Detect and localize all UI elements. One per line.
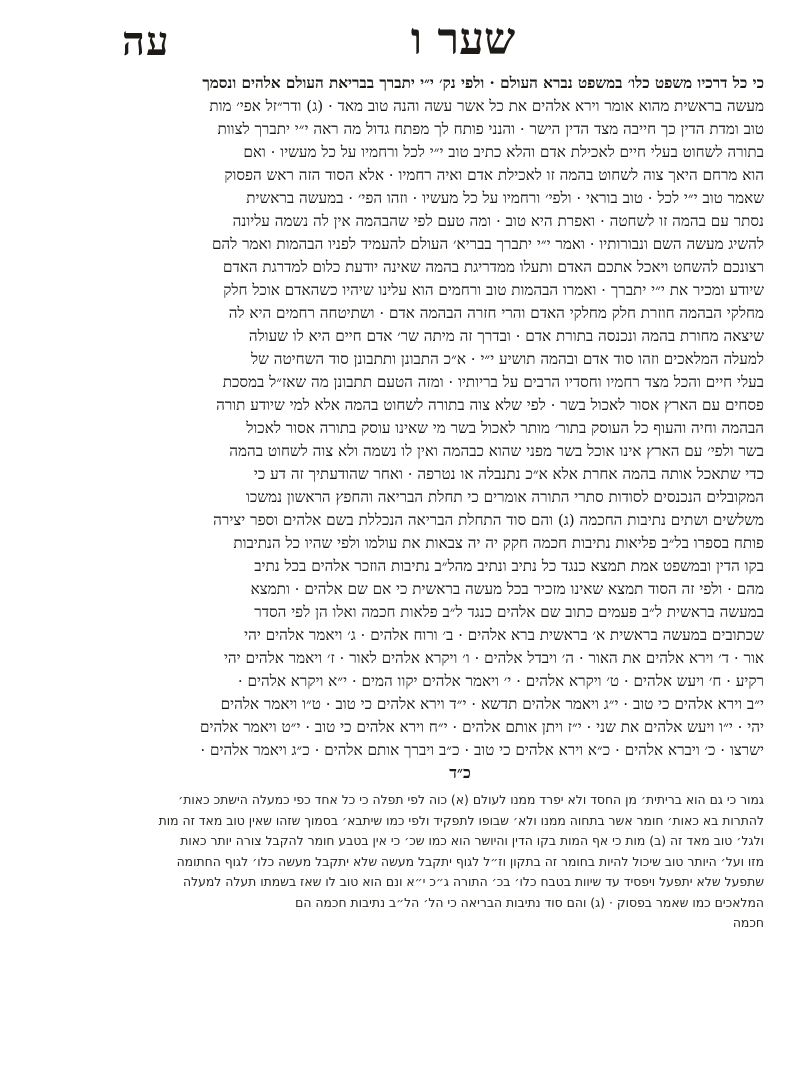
commentary-line: המלאכים כמו שאמר בפסוק · (ג) והם סוד נתיבות הבריאה כי הל׳ הל״ב נתיבות חכמה הם bbox=[295, 894, 764, 910]
main-text-line: להשיג מעשה השם ונבורותיו · ואמר י״י יתברך בבריא׳ העולם להעמיד לפניו הבהמות ואמר להם bbox=[211, 235, 764, 253]
main-text-line: יהי · י״ו ויעש אלהים את שני · י״ז ויתן אותם אלהים · י״ח וירא אלהים כי טוב · י״ט ויאמר אלהים bbox=[199, 718, 764, 736]
main-text-line: פותח בספרו בל״ב פליאות נתיבות חכמה חקק יה יה צבאות את עולמו ולפי שהיו כל הנתיבות bbox=[233, 534, 764, 552]
page-header bbox=[80, 14, 730, 66]
folio-number: עה bbox=[122, 18, 170, 65]
main-text-line: משלשים ושתים נתיבות החכמה (ג) והם סוד התחלת הבריאה הנכללת בשם אלהים וספר יצירה bbox=[213, 511, 764, 529]
main-text-block bbox=[36, 72, 764, 782]
main-text-line: בקו הדין ובמשפט אמת תמצא כנגד כל נתיב ונתיב מהל״ב נתיבות הוזכר אלהים בכל נתיב bbox=[254, 557, 764, 575]
main-text-line: המקובלים הנכנסים לסודות סתרי התורה אומרים כי תחלת הבריאה והחפץ הראשון נמשכו bbox=[246, 488, 764, 506]
main-text-line: מהם · ולפי זה הסוד תמצא שאינו מזכיר בכל מעשה בראשית כי אם שם אלהים · ותמצא bbox=[250, 580, 764, 598]
main-text-line: י״ב וירא אלהים כי טוב · י״ג ויאמר אלהים תדשא · י״ד וירא אלהים כי טוב · ט״ו ויאמר אלהים bbox=[220, 695, 764, 713]
commentary-line: גמור כי גם הוא בריתית׳ מן החסד ולא יפרד ממנו לעולם (א) כוה לפי תפלה כי כל אחד כפי כמעלה הישתכ כאות׳ bbox=[178, 792, 764, 807]
main-text-line: אור · ד׳ וירא אלהים את האור · ה׳ ויבדל אלהים · ו׳ ויקרא אלהים לאור · ז׳ ויאמר אלהים יהי bbox=[223, 649, 764, 667]
main-text-line: נסתר עם בהמה זו לשחטה · ואפרת היא טוב · ומה טעם לפי שהבהמה אין לה נשמה עליונה bbox=[232, 212, 764, 230]
main-text-line: מעשה בראשית מהוא אומר וירא אלהים את כל אשר עשה והנה טוב מאד · (ג) ודר״זל אפי׳ מות bbox=[209, 97, 764, 115]
main-text-line: מחלקי הבהמה חוזרת חלק מחלקי האדם והרי חזרה הבהמה אדם · ושתיטחה רחמים היא לה bbox=[228, 304, 764, 322]
commentary-line: שתפעל שלא יתפעל ויפסיד עד שיוות בטבח כלו׳ בכ׳ התורה ג״כ י״א ונם הוא טוב לו שאז בשמתו תעלה למעלה bbox=[182, 874, 764, 889]
main-text-line: בתורה לשחוט בעלי חיים לאכילת אדם והלא כתיב טוב י״י לכל ורחמיו על כל מעשיו · ואם bbox=[243, 143, 764, 161]
commentary-line: ולגל׳ טוב מאד זה (ב) מות כי אף המות בקו הדין והיושר הוא כמו שכ׳ כי אין בטבע חומר להקבל צורה יותר כאות bbox=[180, 833, 764, 848]
main-text-line: במעשה בראשית ל״ב פעמים כתוב שם אלהים כנגד ל״ב פלאות חכמה ואלו הן לפי הסדר bbox=[254, 603, 764, 621]
section-end-mark: כ״ד bbox=[449, 763, 471, 782]
main-text-line: טוב ומדת הדין כך חייבה מצד הדין הישר · והנני פותח לך מפתח גדול מה ראה י״י יתברך לצוות bbox=[217, 120, 764, 138]
main-text-line: פסחים עם הארץ אסור לאכול בשר · לפי שלא צוה בתורה לשחוט בהמה אלא למי שיודע תורה bbox=[216, 396, 764, 414]
commentary-line: להתרות בא כאות׳ חומר אשר בתחוה ממנו ולא׳ שבופו לתפקיד ולפי כמו שיתבא׳ בסמוך שזהו שאין טוב מאד זה מות bbox=[158, 812, 764, 828]
main-text-line: הוא מרחם היאך צוה לשחוט בהמה זו לאכילת אדם ואיה רחמיו · אלא הסוד הזה ראש הפסוק bbox=[224, 166, 764, 184]
main-text-line: בעלי חיים והכל מצד רחמיו וחסדיו הרבים על בריותיו · ומזה הטעם תתבונן מה שאז״ל במסכת bbox=[222, 373, 764, 391]
commentary-line: חכמה bbox=[732, 915, 764, 930]
main-text-line: שכתובים במעשה בראשית א׳ בראשית ברא אלהים · ב׳ ורוח אלהים · ג׳ ויאמר אלהים יהי bbox=[244, 626, 764, 644]
main-text-line: שיצאה מחורת בהמה ונכנסה בתורת אדם · ובדרך זה מיתה שר׳ אדם חיים היא לו שעולה bbox=[248, 327, 764, 345]
commentary-line: מזו ועל׳ היותר טוב שיכול להיות בחומר זה בתקון וז״ל לגוף יתקבל מעשה שלא יתקבל מעשה כלו׳ לגוף החתומה bbox=[176, 853, 764, 869]
main-text-line: כדי שתאכל אותה בהמה אחרת אלא א״כ נתנבלה או נטרפה · ואחר שהודעתיך זה דע כי bbox=[253, 465, 764, 483]
main-text-line: רקיע · ח׳ ויעש אלהים · ט׳ ויקרא אלהים · י׳ ויאמר אלהים יקוו המים · י״א ויקרא אלהים · bbox=[237, 672, 764, 690]
main-text-line: רצונכם להשחט ויאכל אתכם האדם ותעלו ממדריגת בהמה שאינה יודעת כלום למדרגת האדם bbox=[222, 258, 764, 276]
main-text-line: בשר ולפי׳ עם הארץ אינו אוכל בשר מפני שהוא כבהמה ואין לו נשמה ולא צוה לשחוט בהמה bbox=[229, 442, 764, 460]
main-text-line: שאמר טוב י״י לכל · טוב בוראי · ולפי׳ ורחמיו על כל מעשיו · וזהו הפי׳ · במעשה בראשית bbox=[246, 189, 764, 207]
commentary-block bbox=[36, 790, 764, 960]
main-text-line: שיודע ומכיר את י״י יתברך · ואמרו הבהמות טוב ורחמים הוא עלינו שיהיו כשהאדם אוכל חלק bbox=[223, 281, 764, 299]
main-text-line: כי כל דרכיו משפט כלו׳ במשפט נברא העולם · ולפי נק׳ י״י יתברך בבריאת העולם אלהים ונסמך bbox=[202, 74, 764, 92]
main-text-line: הבהמה וחיה והעוף כל העוסק בתור׳ מותר לאכול בשר מי שאינו עוסק בתורה אסור לאכול bbox=[246, 419, 764, 437]
running-head-title: שער ו bbox=[410, 14, 516, 65]
main-text-line: למעלה המלאכים וזהו סוד אדם ובהמה תושיע י״י · א״כ התבונן ותתבונן סוד השחיטה של bbox=[251, 350, 764, 368]
main-text-line: ישרצו · כ׳ ויברא אלהים · כ״א וירא אלהים כי טוב · כ״ב ויברך אותם אלהים · כ״ג ויאמר אלהים · bbox=[200, 741, 764, 759]
